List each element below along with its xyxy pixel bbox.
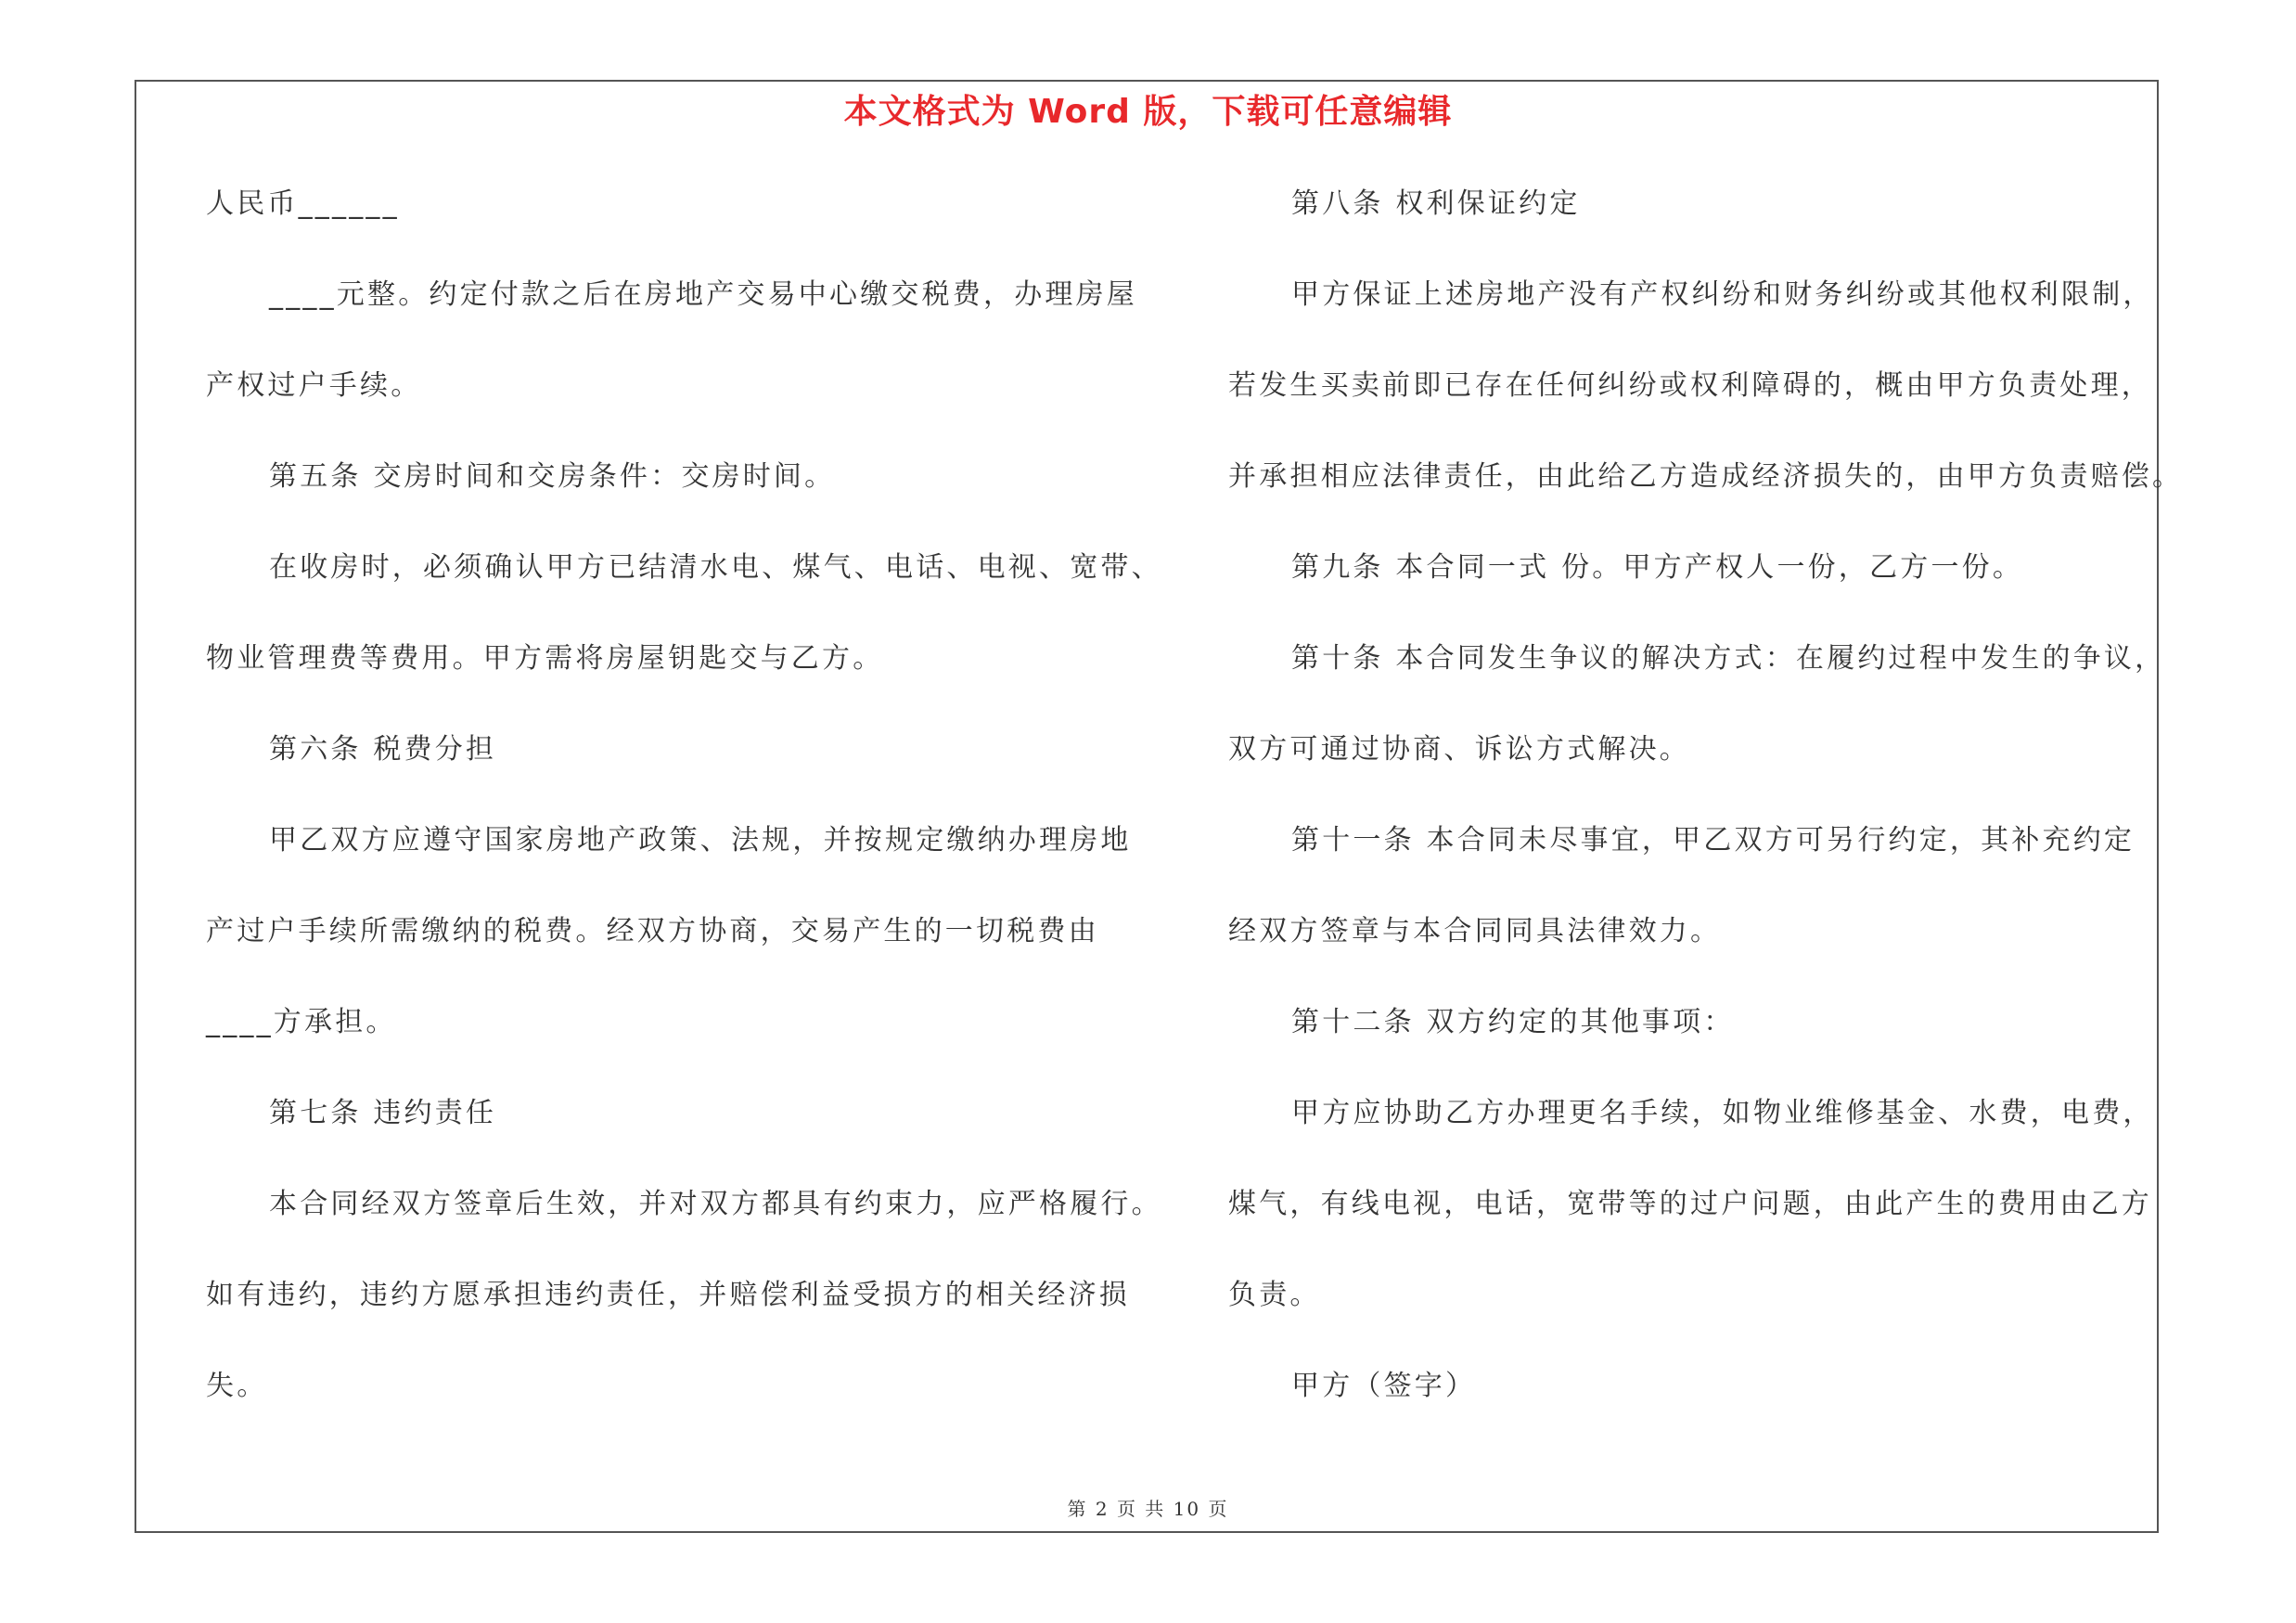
paragraph-line: 双方可通过协商、诉讼方式解决。 [1228, 733, 1690, 766]
document-banner: 本文格式为 Word 版，下载可任意编辑 [843, 93, 1453, 131]
paragraph-line: 物业管理费等费用。甲方需将房屋钥匙交与乙方。 [206, 642, 884, 675]
article-heading: 第十一条 本合同未尽事宜，甲乙双方可另行约定，其补充约定 [1291, 824, 2136, 857]
signature-label: 甲方（签字） [1291, 1370, 1477, 1402]
paragraph-line: 经双方签章与本合同同具法律效力。 [1228, 915, 1722, 947]
paragraph-line: 煤气，有线电视，电话，宽带等的过户问题，由此产生的费用由乙方 [1228, 1188, 2152, 1220]
article-heading: 第九条 本合同一式 份。甲方产权人一份，乙方一份。 [1291, 551, 2024, 584]
paragraph-line: 甲方应协助乙方办理更名手续，如物业维修基金、水费，电费， [1291, 1097, 2154, 1129]
paragraph-line: 甲方保证上述房地产没有产权纠纷和财务纠纷或其他权利限制， [1291, 278, 2154, 311]
paragraph-line: 甲乙双方应遵守国家房地产政策、法规，并按规定缴纳办理房地 [269, 824, 1132, 857]
article-heading: 第七条 违约责任 [269, 1097, 497, 1129]
paragraph-line: 负责。 [1228, 1279, 1321, 1311]
paragraph-line: ____方承担。 [206, 1006, 397, 1038]
article-heading: 第五条 交房时间和交房条件：交房时间。 [269, 460, 836, 493]
page-number: 第 2 页 共 10 页 [1067, 1498, 1229, 1520]
paragraph-line: 产过户手续所需缴纳的税费。经双方协商，交易产生的一切税费由 [206, 915, 1099, 947]
paragraph-line: 若发生买卖前即已存在任何纠纷或权利障碍的，概由甲方负责处理， [1228, 369, 2152, 402]
paragraph-line: 人民币______ [206, 187, 400, 220]
paragraph-line: 如有违约，违约方愿承担违约责任，并赔偿利益受损方的相关经济损 [206, 1279, 1130, 1311]
paragraph-line: 在收房时，必须确认甲方已结清水电、煤气、电话、电视、宽带、 [269, 551, 1162, 584]
paragraph-line: 失。 [206, 1370, 268, 1402]
article-heading: 第十二条 双方约定的其他事项： [1291, 1006, 1735, 1038]
paragraph-line: 产权过户手续。 [206, 369, 422, 402]
paragraph-line: 本合同经双方签章后生效，并对双方都具有约束力，应严格履行。 [269, 1188, 1162, 1220]
article-heading: 第八条 权利保证约定 [1291, 187, 1581, 220]
paragraph-line: 并承担相应法律责任，由此给乙方造成经济损失的，由甲方负责赔偿。 [1228, 460, 2184, 493]
article-heading: 第十条 本合同发生争议的解决方式：在履约过程中发生的争议， [1291, 642, 2166, 675]
paragraph-line: ____元整。约定付款之后在房地产交易中心缴交税费，办理房屋 [269, 278, 1137, 311]
article-heading: 第六条 税费分担 [269, 733, 497, 766]
